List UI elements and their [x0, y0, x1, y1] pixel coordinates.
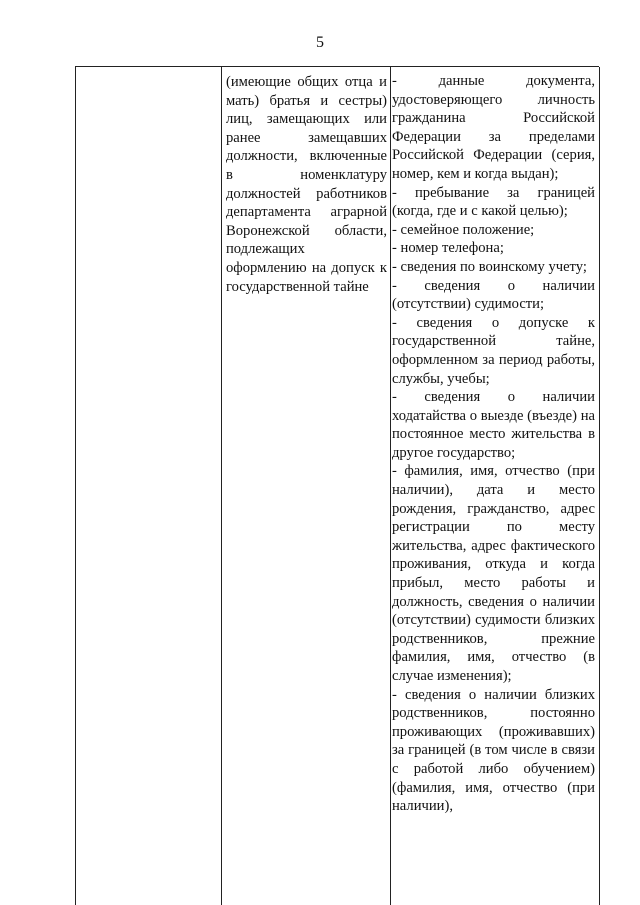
data-list-item: - семейное положение;	[392, 221, 535, 238]
data-list-item: - пребывание за границей (когда, где и с какой целью);	[392, 184, 595, 220]
data-list-item: - фамилия, имя, отчество (при наличии), дата и место рождения, гражданство, адрес регистрации по месту жительства, адрес фактического проживания, откуда и когда прибыл, место работы и должность, сведения о наличии (отсутствии) судимости близких родственников, прежние фамилия, имя, отчество (в случае изменения);	[392, 463, 595, 684]
data-list-item: - сведения о наличии близких родственников, постоянно проживающих (проживавших) за границей (в том числе в связи с работой либо обучением) (фамилия, имя, отчество (при наличии),	[392, 686, 595, 815]
table-column-empty	[76, 67, 222, 905]
data-list-item: - номер телефона;	[392, 240, 504, 257]
data-list-item: - сведения о наличии (отсутствии) судимости;	[392, 277, 595, 313]
data-list-item: - данные документа, удостоверяющего личность гражданина Российской Федерации за пределами Российской Федерации (серия, номер, кем и когда выдан);	[392, 73, 595, 182]
table-column-persons	[222, 67, 391, 905]
data-list	[392, 72, 595, 816]
page-number: 5	[316, 34, 324, 51]
data-list-item: - сведения о наличии ходатайства о выезде (въезде) на постоянное место жительства в другое государство;	[392, 389, 595, 461]
data-list-item: - сведения по воинскому учету;	[392, 258, 587, 275]
data-list-item: - сведения о допуске к государственной тайне, оформленном за период работы, службы, учебы;	[392, 314, 595, 387]
persons-description: (имеющие общих отца и мать) братья и сестры) лиц, замещающих или ранее замещавших должности, включенные в номенклатуру должностей работников департамента аграрной Воронежской области, подлежащих оформлению на допуск к государственной тайне	[226, 74, 387, 295]
